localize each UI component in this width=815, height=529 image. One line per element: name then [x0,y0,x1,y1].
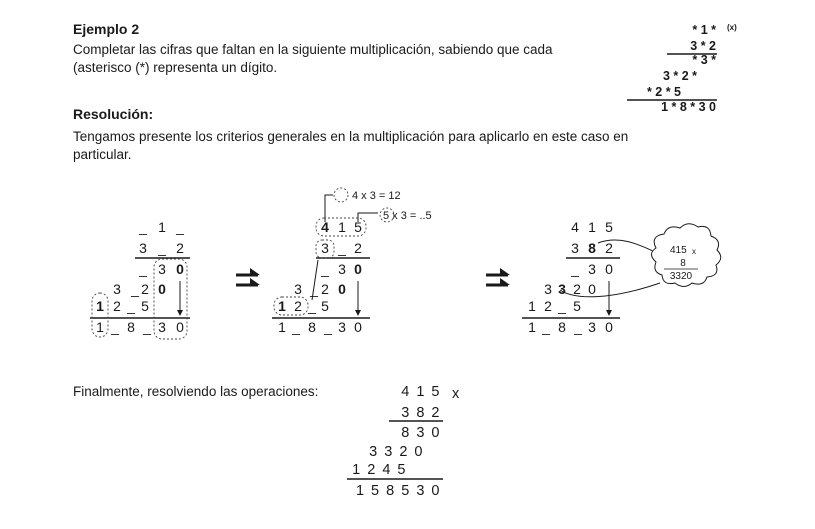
digit: 8 [558,319,566,335]
digit: 5 [321,298,329,314]
digit: 1 [96,319,104,335]
digit: _ [574,319,582,335]
cloud-text: 3320 [669,271,693,282]
digit: 4 [571,219,579,235]
statement-line-1: Completar las cifras que faltan en la siguiente multiplicación, sabiendo que cada [73,42,553,57]
digit: 1 [158,219,166,235]
digit: 5 [141,298,149,314]
digit: 1 [588,219,596,235]
problem-times-marker: (x) [727,23,737,32]
digit: 5 [573,298,581,314]
digit: 8 [588,240,596,256]
digit: 0 [605,319,613,335]
digit: 0 [176,319,184,335]
digit: 3 [113,281,121,297]
highlight-outline [334,188,348,202]
digit: _ [176,219,184,235]
problem-row-2: 3 * 2 [690,39,716,53]
down-arrow-head [355,310,361,316]
annotation-5x3: 5 x 3 = ..5 [383,210,432,222]
digit: 5 [605,219,613,235]
digit: _ [308,298,316,314]
digit: _ [158,240,166,256]
digit: 1 [338,219,346,235]
digit: _ [338,240,346,256]
digit: _ [558,298,566,314]
digit: 3 [158,261,166,277]
step3-diagram [522,219,721,335]
resolution-line-2: particular. [73,147,132,162]
down-arrow-head [606,310,612,316]
digit: _ [111,319,119,335]
digit: 1 [528,319,536,335]
digit: 2 [544,298,552,314]
digit: _ [139,219,147,235]
annotation-4x3: 4 x 3 = 12 [352,190,401,202]
final-times: x [452,386,460,402]
digit: 2 [294,298,302,314]
digit: _ [310,281,318,297]
problem-multiplication [627,23,737,114]
digit: 3 [321,240,329,256]
digit: 0 [354,261,362,277]
digit: 0 [605,261,613,277]
step2-diagram [272,188,432,335]
problem-row-6: 1 * 8 * 3 0 [661,100,716,114]
problem-row-5: * 2 * 5 [646,85,681,99]
digit: _ [292,319,300,335]
digit: 1 [278,319,286,335]
digit: 8 [308,319,316,335]
digit: _ [131,281,139,297]
step1-diagram [90,219,190,339]
resolution-heading: Resolución: [73,106,154,122]
digit: 0 [588,281,596,297]
digit: _ [127,298,135,314]
digit: 3 [338,319,346,335]
digit: 3 [338,261,346,277]
digit: 1 [278,298,286,314]
implies-arrow-icon [236,268,260,285]
implies-arrow-icon [486,268,510,285]
digit: 0 [158,281,166,297]
digit: 5 [354,219,362,235]
digit: 2 [113,298,121,314]
problem-row-1: * 1 * [692,23,716,37]
final-row-3: 8 3 0 [401,425,441,441]
digit: _ [139,261,147,277]
digit: _ [143,319,151,335]
digit: 0 [176,261,184,277]
digit: 0 [354,319,362,335]
digit: 2 [354,240,362,256]
digit: _ [571,261,579,277]
digit: 3 [588,319,596,335]
digit: 3 [571,240,579,256]
final-row-6: 1 5 8 5 3 0 [355,483,441,499]
digit: 1 [96,298,104,314]
final-row-2: 3 8 2 [401,405,441,421]
digit: 1 [528,298,536,314]
resolution-line-1: Tengamos presente los criterios generales en la multiplicación para aplicarlo en este caso en [73,129,629,144]
digit: 3 [588,261,596,277]
digit: 8 [127,319,135,335]
final-multiplication [347,384,460,499]
final-row-4: 3 3 2 0 [369,444,424,460]
final-label: Finalmente, resolviendo las operaciones: [73,384,319,399]
digit: 4 [321,219,329,235]
digit: 3 [139,240,147,256]
problem-row-3: * 3 * [692,53,716,67]
digit: 0 [338,281,346,297]
digit: 2 [141,281,149,297]
cloud-text: 8 [680,258,686,269]
digit: 2 [605,240,613,256]
problem-row-4: 3 * 2 * [662,69,697,83]
cloud-times: x [692,247,696,256]
digit: 3 [544,281,552,297]
cloud-text: 415 [670,245,687,256]
down-arrow-head [177,310,183,316]
statement-line-2: (asterisco (*) representa un dígito. [73,60,278,75]
digit: _ [542,319,550,335]
digit: 3 [158,319,166,335]
digit: 2 [573,281,581,297]
final-row-1: 4 1 5 [401,384,441,400]
example-title: Ejemplo 2 [73,21,140,37]
digit: _ [321,261,329,277]
digit: 2 [321,281,329,297]
digit: 2 [176,240,184,256]
final-row-5: 1 2 4 5 [352,462,407,478]
digit: _ [324,319,332,335]
digit: 3 [294,281,302,297]
digit: 3 [558,281,566,297]
